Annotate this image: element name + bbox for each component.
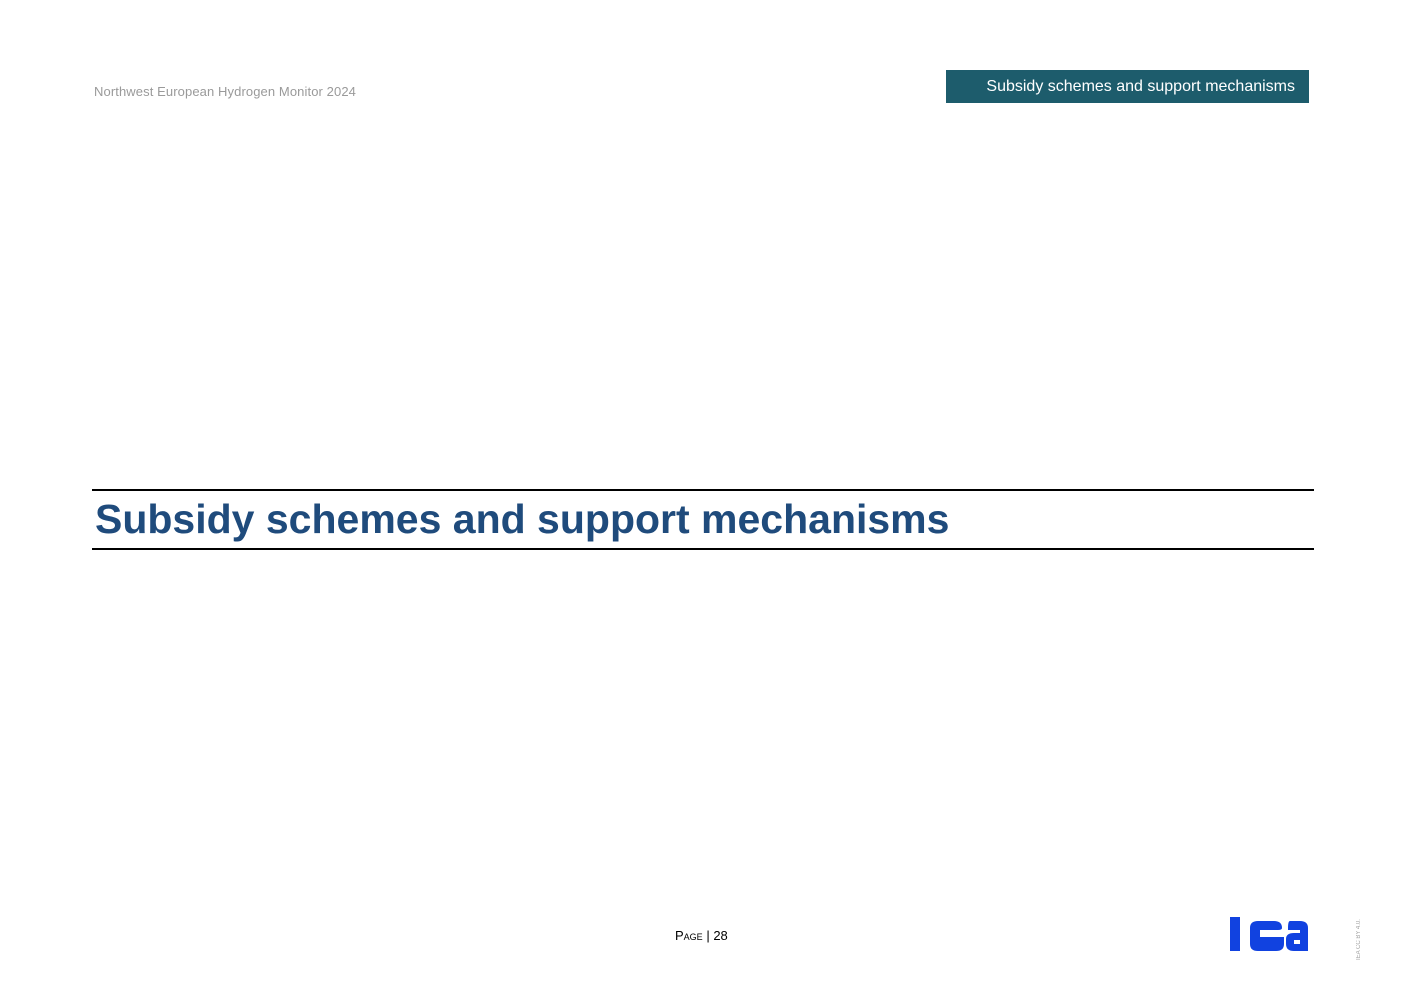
license-note: IEA CC BY 4.0. xyxy=(1356,919,1362,960)
page-number-value: 28 xyxy=(713,928,728,943)
report-title: Northwest European Hydrogen Monitor 2024 xyxy=(94,84,356,99)
page-separator: | xyxy=(706,928,710,943)
page-label: Page xyxy=(675,928,703,943)
section-heading: Subsidy schemes and support mechanisms xyxy=(95,496,950,542)
section-heading-band xyxy=(92,489,1314,550)
section-tag: Subsidy schemes and support mechanisms xyxy=(946,70,1309,103)
iea-logo xyxy=(1230,917,1308,951)
page-number xyxy=(675,928,728,943)
